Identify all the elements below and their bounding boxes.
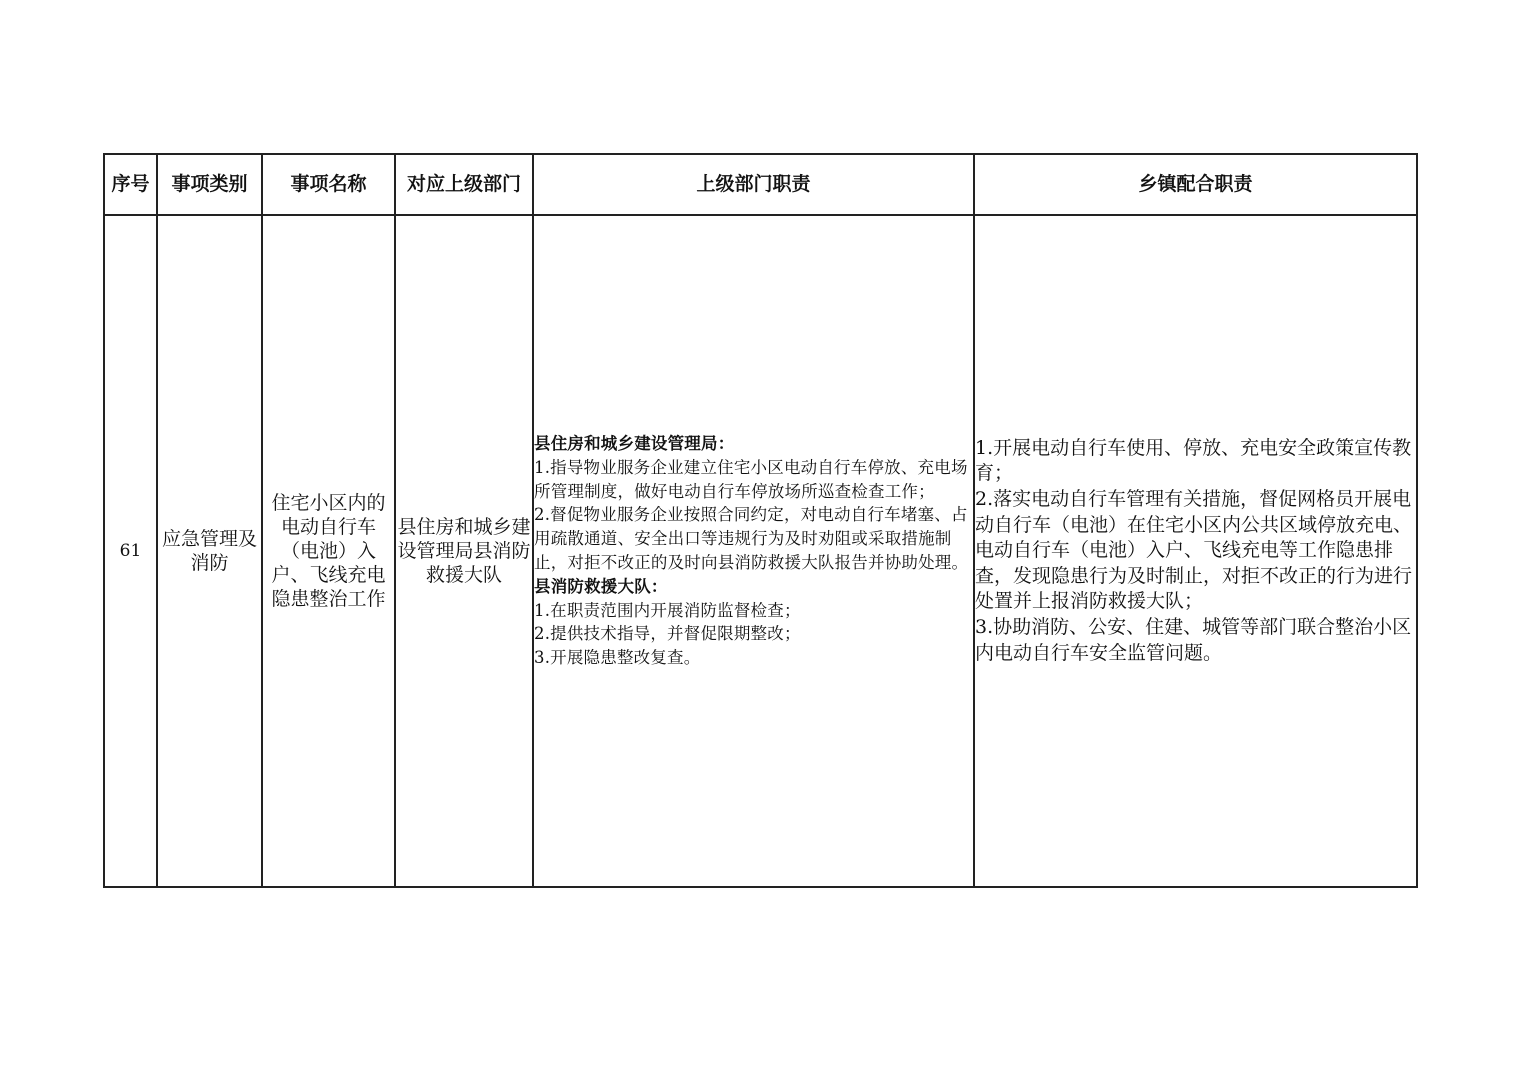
header-superior-dept: 对应上级部门 xyxy=(395,154,533,215)
header-superior-duties: 上级部门职责 xyxy=(533,154,974,215)
header-category: 事项类别 xyxy=(157,154,262,215)
town-duty-item: 3.协助消防、公安、住建、城管等部门联合整治小区内电动自行车安全监管问题。 xyxy=(975,615,1412,664)
duty-table xyxy=(103,153,1418,888)
superior-duty-heading: 县住房和城乡建设管理局： xyxy=(534,434,735,454)
cell-seq: 61 xyxy=(104,215,157,887)
cell-superior-dept: 县住房和城乡建设管理局县消防救援大队 xyxy=(395,215,533,887)
superior-duty-heading: 县消防救援大队： xyxy=(534,576,668,596)
header-town-duties: 乡镇配合职责 xyxy=(974,154,1417,215)
superior-duty-item: 3.开展隐患整改复查。 xyxy=(534,648,701,668)
cell-category: 应急管理及消防 xyxy=(157,215,262,887)
header-item-name: 事项名称 xyxy=(262,154,395,215)
cell-town-duties xyxy=(974,215,1417,887)
table-row xyxy=(104,215,1417,887)
superior-duty-item: 1.在职责范围内开展消防监督检查； xyxy=(534,600,801,620)
superior-duty-item: 2.督促物业服务企业按照合同约定，对电动自行车堵塞、占用疏散通道、安全出口等违规行为及时劝阻或采取措施制止，对拒不改正的及时向县消防救援大队报告并协助处理。 xyxy=(534,505,969,572)
header-row xyxy=(104,154,1417,215)
town-duty-item: 1.开展电动自行车使用、停放、充电安全政策宣传教育； xyxy=(975,436,1412,485)
cell-item-name: 住宅小区内的电动自行车（电池）入户、飞线充电隐患整治工作 xyxy=(262,215,395,887)
header-seq: 序号 xyxy=(104,154,157,215)
superior-duty-item: 2.提供技术指导，并督促限期整改； xyxy=(534,624,801,644)
town-duty-item: 2.落实电动自行车管理有关措施，督促网格员开展电动自行车（电池）在住宅小区内公共区域停放充电、电动自行车（电池）入户、飞线充电等工作隐患排查，发现隐患行为及时制止，对拒不改正的行为进行处置并上报消防救援大队； xyxy=(975,488,1413,613)
superior-duty-item: 1.指导物业服务企业建立住宅小区电动自行车停放、充电场所管理制度，做好电动自行车停放场所巡查检查工作； xyxy=(534,457,968,501)
cell-superior-duties xyxy=(533,215,974,887)
